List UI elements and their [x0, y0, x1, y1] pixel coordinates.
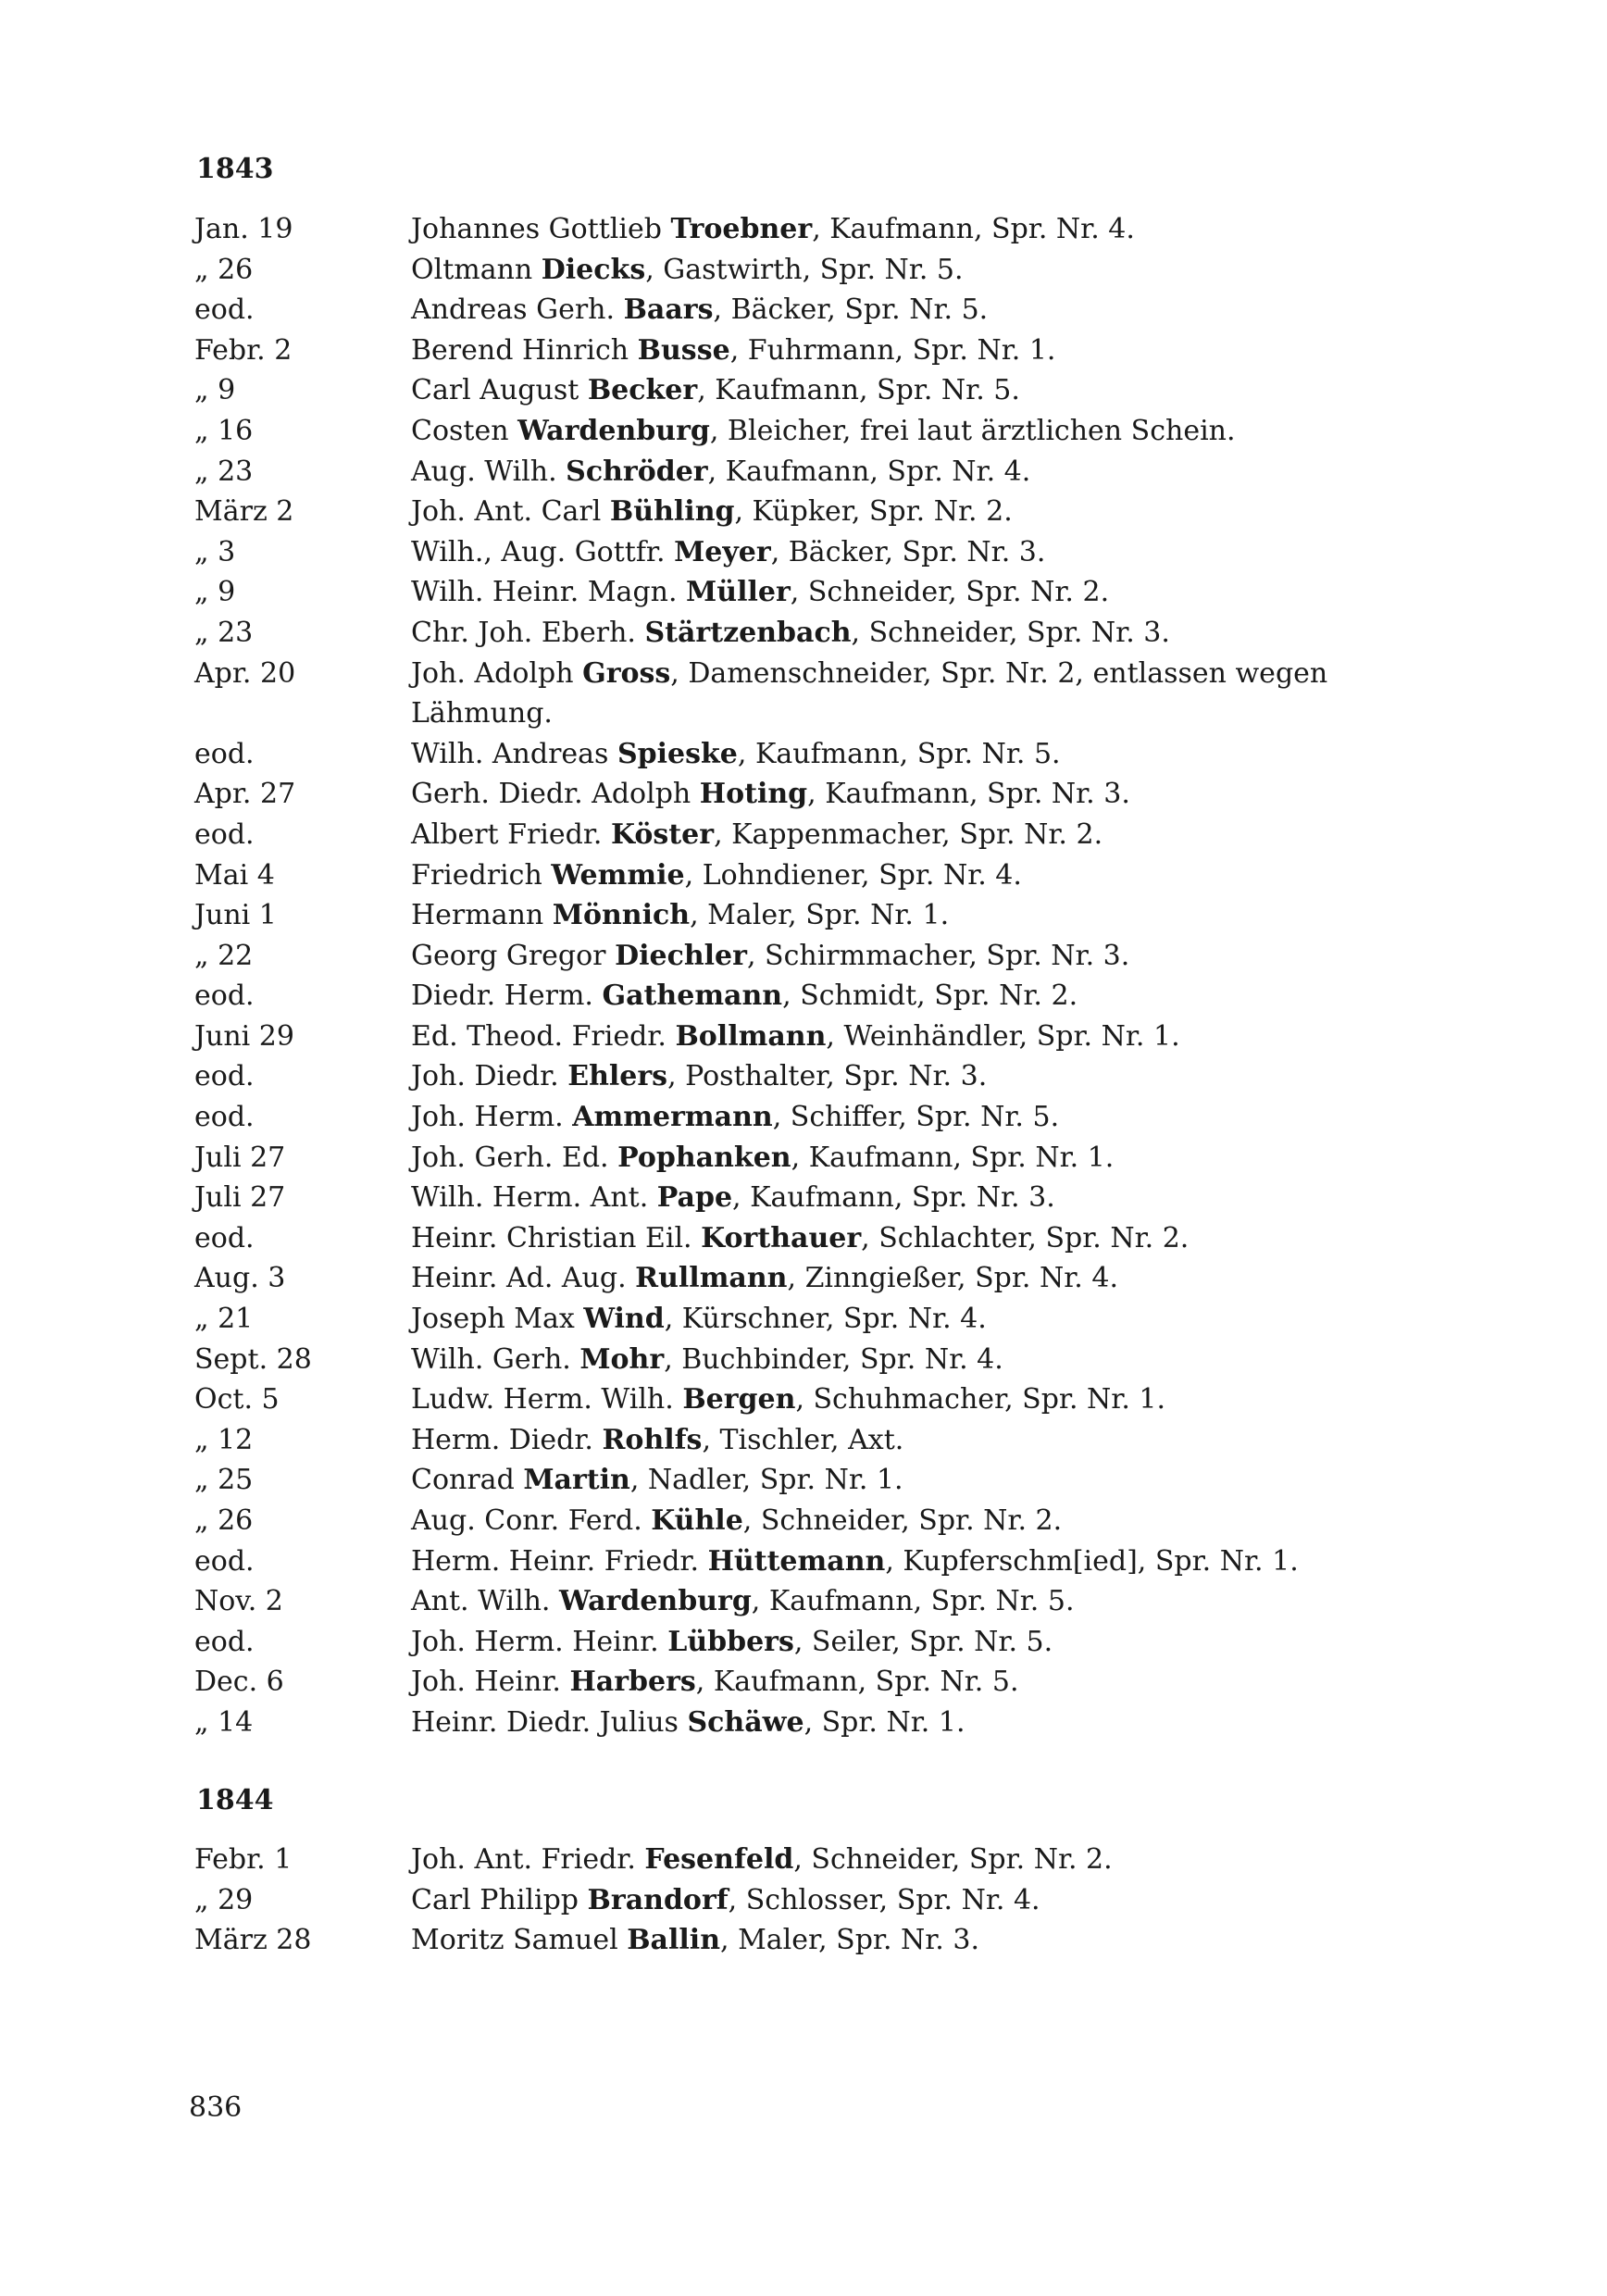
entry-details: , Schneider, Spr. Nr. 3.	[851, 616, 1170, 649]
entry-surname: Fesenfeld	[644, 1843, 794, 1876]
entry-given-names: Wilh. Heinr. Magn.	[411, 576, 687, 609]
entry-given-names: Costen	[411, 414, 518, 447]
entry-surname: Meyer	[674, 535, 771, 568]
entry-given-names: Aug. Conr. Ferd.	[411, 1504, 652, 1537]
entry-date: eod.	[194, 1060, 255, 1093]
entry-text	[411, 1581, 1448, 1622]
entry-surname: Rullmann	[635, 1262, 788, 1295]
entry-date: eod.	[194, 737, 255, 770]
register-entry	[189, 1581, 1448, 1622]
entry-date: eod.	[194, 1221, 255, 1254]
entry-text	[411, 411, 1448, 452]
entry-text	[411, 572, 1448, 613]
entry-surname: Becker	[587, 374, 698, 407]
entry-date: „ 12	[194, 1423, 254, 1456]
entry-given-names: Joseph Max	[411, 1303, 584, 1336]
entry-date: Dec. 6	[194, 1666, 284, 1699]
entry-date: Juli 27	[194, 1141, 286, 1174]
register-entry	[189, 815, 1448, 855]
entry-surname: Ehlers	[567, 1060, 668, 1093]
entry-date: „ 9	[194, 374, 236, 407]
entry-given-names: Wilh. Gerh.	[411, 1342, 580, 1376]
entry-given-names: Moritz Samuel	[411, 1924, 628, 1957]
entry-given-names: Conrad	[411, 1464, 524, 1497]
entry-text	[411, 452, 1448, 493]
entry-text	[411, 976, 1448, 1017]
entry-given-names: Georg Gregor	[411, 939, 616, 972]
entry-details: , Bleicher, frei laut ärztlichen Schein.	[709, 414, 1236, 447]
register-entry	[189, 370, 1448, 411]
entry-date: „ 14	[194, 1705, 254, 1739]
entry-details: , Weinhändler, Spr. Nr. 1.	[826, 1019, 1180, 1053]
entry-given-names: Wilh., Aug. Gottfr.	[411, 535, 675, 568]
entry-text	[411, 1178, 1448, 1218]
entry-details: , Zinngießer, Spr. Nr. 4.	[787, 1262, 1118, 1295]
entry-given-names: Wilh. Andreas	[411, 737, 617, 770]
entry-text	[411, 1056, 1448, 1097]
register-entry	[189, 572, 1448, 613]
entry-given-names: Joh. Herm.	[411, 1101, 573, 1134]
register-entry	[189, 855, 1448, 896]
entry-given-names: Friedrich	[411, 858, 552, 892]
entry-given-names: Gerh. Diedr. Adolph	[411, 778, 700, 811]
entry-given-names: Joh. Ant. Friedr.	[411, 1843, 645, 1876]
entry-given-names: Ant. Wilh.	[411, 1585, 560, 1618]
entry-details: , Schuhmacher, Spr. Nr. 1.	[795, 1383, 1166, 1416]
entry-details: , Buchbinder, Spr. Nr. 4.	[664, 1342, 1003, 1376]
entry-details: , Kaufmann, Spr. Nr. 3.	[807, 778, 1130, 811]
entry-date: „ 26	[194, 253, 254, 286]
entry-details: , Kappenmacher, Spr. Nr. 2.	[714, 817, 1103, 851]
register-entry	[189, 1299, 1448, 1340]
entry-text	[411, 1420, 1448, 1461]
register-entry	[189, 1097, 1448, 1138]
entry-given-names: Oltmann	[411, 253, 542, 286]
entry-text	[411, 1460, 1448, 1501]
entry-details: , Kaufmann, Spr. Nr. 4.	[812, 213, 1135, 245]
entry-surname: Troebner	[670, 213, 813, 245]
entry-surname: Schäwe	[687, 1705, 804, 1739]
entry-details: , Kaufmann, Spr. Nr. 3.	[732, 1181, 1055, 1215]
register-entry	[189, 1340, 1448, 1380]
entry-date: Sept. 28	[194, 1342, 312, 1376]
register-entry	[189, 1501, 1448, 1541]
register-entry	[189, 1622, 1448, 1663]
entry-details: , Bäcker, Spr. Nr. 3.	[770, 535, 1046, 568]
entry-text	[411, 895, 1448, 936]
entry-date: Febr. 2	[194, 333, 293, 367]
entry-given-names: Carl August	[411, 374, 588, 407]
entry-details: , Schlachter, Spr. Nr. 2.	[861, 1221, 1190, 1254]
entry-surname: Kühle	[651, 1504, 743, 1537]
register-entry	[189, 492, 1448, 532]
entry-given-names: Chr. Joh. Eberh.	[411, 616, 645, 649]
entry-surname: Brandorf	[587, 1883, 729, 1916]
entry-surname: Rohlfs	[602, 1423, 703, 1456]
entry-surname: Gross	[582, 656, 671, 690]
entry-date: „ 3	[194, 535, 236, 568]
entry-surname: Martin	[523, 1464, 630, 1497]
entry-details: , Posthalter, Spr. Nr. 3.	[667, 1060, 988, 1093]
entry-text	[411, 1017, 1448, 1057]
entry-text	[411, 1840, 1448, 1880]
entry-details: , Maler, Spr. Nr. 3.	[720, 1924, 980, 1957]
entry-details: , Kupferschm[ied], Spr. Nr. 1.	[885, 1544, 1299, 1578]
entry-surname: Spieske	[617, 737, 738, 770]
entry-given-names: Wilh. Herm. Ant.	[411, 1181, 657, 1215]
year-heading-1844: 1844	[196, 1784, 274, 1816]
register-entry	[189, 1920, 1448, 1961]
register-entry	[189, 411, 1448, 452]
entry-surname: Ballin	[627, 1924, 720, 1957]
entry-text	[411, 290, 1448, 331]
register-entry	[189, 976, 1448, 1017]
entry-surname: Schröder	[566, 455, 708, 488]
entry-given-names: Johannes Gottlieb	[411, 213, 671, 245]
entry-date: Apr. 27	[194, 778, 296, 811]
entry-given-names: Berend Hinrich	[411, 333, 638, 367]
entry-date: eod.	[194, 1625, 255, 1658]
entry-text	[411, 734, 1448, 775]
register-entry	[189, 1258, 1448, 1299]
entry-text	[411, 936, 1448, 977]
register-entry	[189, 452, 1448, 493]
entry-surname: Mohr	[579, 1342, 665, 1376]
entry-date: Febr. 1	[194, 1843, 293, 1876]
entry-details: , Damenschneider, Spr. Nr. 2, entlassen wegen Lähmung.	[411, 656, 1328, 730]
register-entry	[189, 331, 1448, 371]
entry-list-1844	[189, 1840, 1448, 1961]
entry-surname: Stärtzenbach	[644, 616, 852, 649]
entry-surname: Baars	[623, 293, 714, 327]
entry-given-names: Joh. Diedr.	[411, 1060, 568, 1093]
register-entry	[189, 209, 1448, 250]
entry-date: Jan. 19	[194, 213, 293, 245]
register-entry	[189, 1703, 1448, 1743]
entry-surname: Pape	[656, 1181, 733, 1215]
entry-text	[411, 1920, 1448, 1961]
entry-text	[411, 492, 1448, 532]
entry-surname: Müller	[686, 576, 791, 609]
page-number: 836	[189, 2091, 243, 2124]
register-entry	[189, 734, 1448, 775]
register-entry	[189, 532, 1448, 573]
entry-given-names: Ludw. Herm. Wilh.	[411, 1383, 683, 1416]
entry-given-names: Ed. Theod. Friedr.	[411, 1019, 676, 1053]
entry-date: Juni 29	[194, 1019, 294, 1053]
entry-text	[411, 1501, 1448, 1541]
entry-date: Mai 4	[194, 858, 275, 892]
entry-text	[411, 532, 1448, 573]
register-entry	[189, 1460, 1448, 1501]
entry-details: , Bäcker, Spr. Nr. 5.	[713, 293, 989, 327]
register-entry	[189, 613, 1448, 654]
entry-surname: Hoting	[699, 778, 808, 811]
entry-given-names: Joh. Herm. Heinr.	[411, 1625, 668, 1658]
entry-surname: Diechler	[615, 939, 747, 972]
entry-details: , Schneider, Spr. Nr. 2.	[790, 576, 1110, 609]
entry-date: „ 25	[194, 1464, 254, 1497]
entry-date: März 2	[194, 495, 294, 529]
entry-date: Oct. 5	[194, 1383, 280, 1416]
entry-surname: Pophanken	[617, 1141, 791, 1174]
entry-date: „ 16	[194, 414, 254, 447]
entry-given-names: Joh. Gerh. Ed.	[411, 1141, 618, 1174]
register-entry	[189, 1056, 1448, 1097]
entry-given-names: Andreas Gerh.	[411, 293, 624, 327]
entry-details: , Nadler, Spr. Nr. 1.	[629, 1464, 903, 1497]
entry-details: , Gastwirth, Spr. Nr. 5.	[645, 253, 964, 286]
register-entry	[189, 1840, 1448, 1880]
year-heading-1843: 1843	[196, 153, 274, 185]
entry-date: „ 21	[194, 1303, 254, 1336]
entry-surname: Wardenburg	[559, 1585, 752, 1618]
entry-surname: Köster	[610, 817, 715, 851]
entry-surname: Wardenburg	[517, 414, 710, 447]
entry-date: Nov. 2	[194, 1585, 283, 1618]
register-entry	[189, 1541, 1448, 1582]
entry-date: Apr. 20	[194, 656, 296, 690]
entry-date: eod.	[194, 817, 255, 851]
entry-surname: Diecks	[541, 253, 646, 286]
entry-given-names: Heinr. Ad. Aug.	[411, 1262, 636, 1295]
entry-details: , Fuhrmann, Spr. Nr. 1.	[729, 333, 1056, 367]
entry-date: März 28	[194, 1924, 312, 1957]
register-entry	[189, 1218, 1448, 1259]
entry-date: Aug. 3	[194, 1262, 286, 1295]
register-entry	[189, 1880, 1448, 1921]
entry-text	[411, 1703, 1448, 1743]
entry-surname: Harbers	[569, 1666, 696, 1699]
entry-details: , Lohndiener, Spr. Nr. 4.	[684, 858, 1022, 892]
entry-text	[411, 774, 1448, 815]
entry-text	[411, 1541, 1448, 1582]
entry-text	[411, 613, 1448, 654]
entry-text	[411, 1340, 1448, 1380]
entry-text	[411, 1299, 1448, 1340]
entry-text	[411, 855, 1448, 896]
entry-details: , Kaufmann, Spr. Nr. 1.	[791, 1141, 1115, 1174]
entry-surname: Bergen	[682, 1383, 796, 1416]
entry-text	[411, 1379, 1448, 1420]
entry-text	[411, 1138, 1448, 1179]
entry-text	[411, 1218, 1448, 1259]
entry-text	[411, 209, 1448, 250]
entry-date: „ 29	[194, 1883, 254, 1916]
entry-surname: Bollmann	[675, 1019, 827, 1053]
entry-given-names: Hermann	[411, 899, 553, 932]
entry-text	[411, 815, 1448, 855]
entry-surname: Hüttemann	[707, 1544, 886, 1578]
entry-date: eod.	[194, 293, 255, 327]
entry-details: , Tischler, Axt.	[702, 1423, 904, 1456]
entry-date: Juli 27	[194, 1181, 286, 1215]
entry-details: , Seiler, Spr. Nr. 5.	[793, 1625, 1053, 1658]
register-entry	[189, 654, 1448, 734]
register-entry	[189, 895, 1448, 936]
entry-text	[411, 1662, 1448, 1703]
entry-given-names: Albert Friedr.	[411, 817, 611, 851]
register-entry	[189, 1420, 1448, 1461]
register-entry	[189, 250, 1448, 291]
entry-date: „ 23	[194, 455, 254, 488]
entry-surname: Wemmie	[551, 858, 685, 892]
entry-text	[411, 1622, 1448, 1663]
entry-surname: Korthauer	[701, 1221, 862, 1254]
entry-details: , Kaufmann, Spr. Nr. 5.	[737, 737, 1061, 770]
register-entry	[189, 1178, 1448, 1218]
entry-given-names: Heinr. Diedr. Julius	[411, 1705, 688, 1739]
entry-text	[411, 250, 1448, 291]
entry-surname: Bühling	[609, 495, 735, 529]
entry-given-names: Herm. Heinr. Friedr.	[411, 1544, 708, 1578]
register-entry	[189, 1138, 1448, 1179]
entry-details: , Kürschner, Spr. Nr. 4.	[664, 1303, 987, 1336]
entry-surname: Busse	[637, 333, 730, 367]
entry-text	[411, 370, 1448, 411]
entry-date: eod.	[194, 1101, 255, 1134]
entry-details: , Küpker, Spr. Nr. 2.	[734, 495, 1013, 529]
entry-surname: Gathemann	[602, 980, 783, 1013]
entry-surname: Mönnich	[552, 899, 691, 932]
entry-details: , Kaufmann, Spr. Nr. 5.	[695, 1666, 1019, 1699]
entry-details: , Kaufmann, Spr. Nr. 4.	[707, 455, 1031, 488]
register-entry	[189, 290, 1448, 331]
entry-date: Juni 1	[194, 899, 277, 932]
register-entry	[189, 774, 1448, 815]
entry-given-names: Diedr. Herm.	[411, 980, 603, 1013]
entry-given-names: Joh. Heinr.	[411, 1666, 570, 1699]
entry-given-names: Joh. Ant. Carl	[411, 495, 610, 529]
entry-details: , Schlosser, Spr. Nr. 4.	[728, 1883, 1040, 1916]
entry-surname: Ammermann	[572, 1101, 773, 1134]
entry-given-names: Joh. Adolph	[411, 656, 583, 690]
register-entry	[189, 1662, 1448, 1703]
entry-date: „ 9	[194, 576, 236, 609]
entry-details: , Schiffer, Spr. Nr. 5.	[772, 1101, 1060, 1134]
entry-given-names: Carl Philipp	[411, 1883, 588, 1916]
entry-text	[411, 654, 1448, 734]
entry-text	[411, 1880, 1448, 1921]
entry-surname: Wind	[583, 1303, 665, 1336]
entry-text	[411, 1258, 1448, 1299]
register-entry	[189, 936, 1448, 977]
entry-details: , Schmidt, Spr. Nr. 2.	[782, 980, 1078, 1013]
entry-details: , Kaufmann, Spr. Nr. 5.	[697, 374, 1020, 407]
entry-given-names: Aug. Wilh.	[411, 455, 567, 488]
entry-date: „ 22	[194, 939, 254, 972]
entry-list-1843	[189, 209, 1448, 1743]
entry-date: „ 23	[194, 616, 254, 649]
entry-text	[411, 1097, 1448, 1138]
entry-details: , Schneider, Spr. Nr. 2.	[742, 1504, 1063, 1537]
entry-given-names: Heinr. Christian Eil.	[411, 1221, 702, 1254]
entry-date: eod.	[194, 980, 255, 1013]
entry-date: „ 26	[194, 1504, 254, 1537]
entry-date: eod.	[194, 1544, 255, 1578]
entry-given-names: Herm. Diedr.	[411, 1423, 603, 1456]
entry-details: , Schirmmacher, Spr. Nr. 3.	[746, 939, 1130, 972]
entry-details: , Kaufmann, Spr. Nr. 5.	[751, 1585, 1075, 1618]
entry-details: , Spr. Nr. 1.	[804, 1705, 965, 1739]
entry-details: , Schneider, Spr. Nr. 2.	[793, 1843, 1113, 1876]
entry-surname: Lübbers	[667, 1625, 794, 1658]
entry-text	[411, 331, 1448, 371]
entry-details: , Maler, Spr. Nr. 1.	[690, 899, 950, 932]
register-entry	[189, 1017, 1448, 1057]
register-entry	[189, 1379, 1448, 1420]
